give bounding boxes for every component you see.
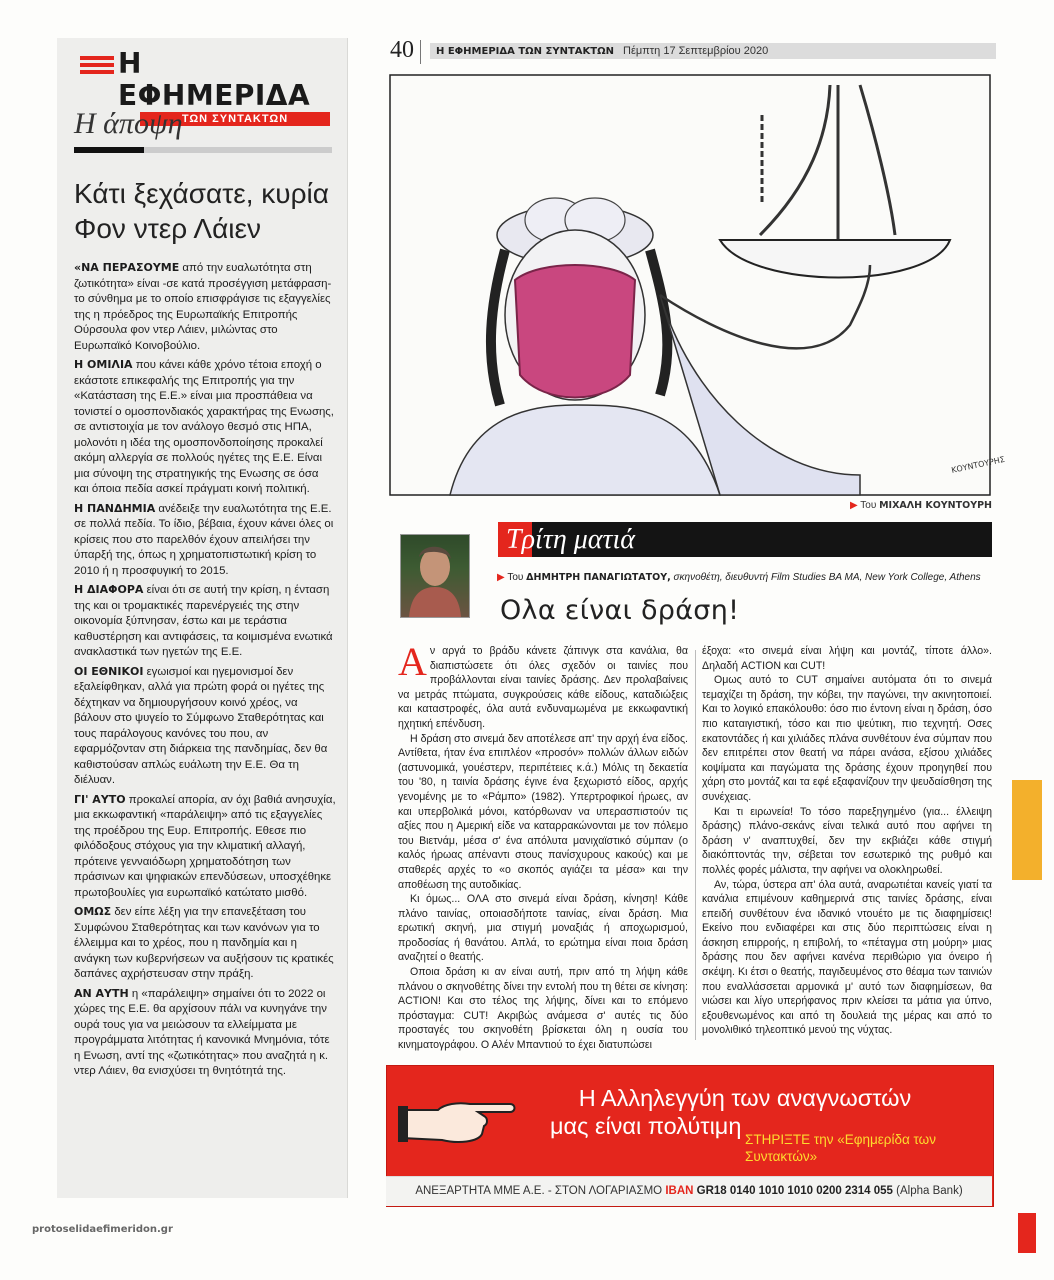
paragraph-text: προκαλεί απορία, αν όχι βαθιά ανησυχία, μια εκκωφαντική «παράλειψη» από τις εξαγγελίες της προέδρου της Ευρ. Επιτροπής. Εθεσε πιο φιλόδοξους στόχους για την κλιματική αλλαγή, πρότεινε γενναιόδωρη χρηματοδότηση των πράσινων και ψηφιακών επενδύσεων, υποσχέθηκε πρωτοβουλίες για ευρωπαϊκό κατώτατο μισθό. <box>74 793 336 899</box>
editorial-body <box>74 260 336 1083</box>
paragraph-lead: ΓΙ' ΑΥΤΟ <box>74 792 126 806</box>
face-mask <box>515 265 635 398</box>
source-site-credit: protoselidaefimeridon.gr <box>32 1224 173 1235</box>
column-divider <box>695 650 696 1040</box>
editorial-paragraph <box>74 260 336 354</box>
paragraph-lead: Η ΠΑΝΔΗΜΙΑ <box>74 501 156 515</box>
article-paragraph: Ομως αυτό το CUT σημαίνει αυτόματα ότι το σινεμά τεμαχίζει τη δράση, την κόβει, την παγώνει, την ακινητοποιεί. Και το λογικό επακόλουθο: όσο πιο έντονη είναι η δράση, όσο πιο καταιγιστική, τόσο και πιο ψεύτικη, πιο τεχνητή. Οσες εκατοντάδες ή και χιλιάδες πλάνα συνθέτουν ένα σύμπαν που δεν επιτρέπει στον θεατή να πάρει ανάσα, εξίσου χιλιάδες κοψίματα και παγώματα της δράσης έχουν προηγηθεί που χάρη στο μοντάζ και τα εφέ εξαφανίζουν την ψευδαίσθηση της συνέχειας. <box>702 674 992 803</box>
paragraph-lead: ΑΝ ΑΥΤΗ <box>74 986 129 1000</box>
byline-role: σκηνοθέτη, διευθυντή Film Studies BA MA, New York College, Athens <box>673 572 981 583</box>
iban-label: IBAN <box>665 1185 694 1197</box>
ad-iban-bar <box>386 1176 992 1206</box>
paragraph-lead: ΟΙ ΕΘΝΙΚΟΙ <box>74 664 144 678</box>
bank-name: (Alpha Bank) <box>896 1185 963 1197</box>
editorial-paragraph <box>74 792 336 902</box>
paragraph-text: εγωισμοί και ηγεμονισμοί δεν εξαλείφθηκαν, αλλά για πρώτη φορά οι ηγέτες της δέχτηκαν να δημιουργήσουν κοινό χρέος, να βάλουν στο ψυγείο το Σύμφωνο Σταθερότητας και τους παράλογους κανόνες του που, αν εφαρμόζονταν στη διάρκεια της πανδημίας, δεν θα καθιστούσαν απλώς ευάλωτη την Ε.Ε. Θα τη διέλυαν. <box>74 665 328 786</box>
editorial-title: Κάτι ξεχάσατε, κυρία Φον ντερ Λάιεν <box>74 178 329 244</box>
byline-name: ΔΗΜΗΤΡΗ ΠΑΝΑΓΙΩΤΑΤΟΥ, <box>526 572 671 583</box>
paragraph-text: ν αργά το βράδυ κάνετε ζάπινγκ στα κανάλια, θα διαπιστώσετε ότι όλες σχεδόν οι ταινίες που προβάλλονται είναι ταινίες δράσης. Δεν προλαβαίνεις να μετράς πτώματα, συγκρούσεις κάθε είδους, καταδιώξεις και καταστροφές, όλα αυτά ενδυναμωμένα με εκκωφαντική ηχητική επένδυση. <box>398 645 688 730</box>
header-date: Πέμπτη 17 Σεπτεμβρίου 2020 <box>623 45 769 57</box>
ad-bar-text: ΑΝΕΞΑΡΤΗΤΑ ΜΜΕ Α.Ε. - ΣΤΟΝ ΛΟΓΑΡΙΑΣΜΟ <box>415 1185 663 1197</box>
article-paragraph: έξοχα: «το σινεμά είναι λήψη και μοντάζ, τίποτε άλλο». Δηλαδή ACTION και CUT! <box>702 645 992 672</box>
byline-prefix: Του <box>507 572 524 583</box>
paragraph-text: η «παράλειψη» σημαίνει ότι το 2022 οι χώρες της Ε.Ε. θα αρχίσουν πάλι να κυνηγάνε την ουρά τους για να μειώσουν τα ελλείμματα με προγράμματα λιτότητας ή κανονικά Μνημόνια, τότε η Ενωση, αντί της «ζωτικότητας» που αναζητά η κ. ντερ Λάιεν, θα ενισχύσει τη θνητότητά της. <box>74 987 330 1077</box>
editorial-paragraph <box>74 357 336 498</box>
author-photo <box>400 534 470 618</box>
header-paper-name: Η ΕΦΗΜΕΡΙΔΑ ΤΩΝ ΣΥΝΤΑΚΤΩΝ <box>436 46 614 57</box>
article-paragraph: Η δράση στο σινεμά δεν αποτέλεσε απ' την αρχή ένα είδος. Αντίθετα, ήταν ένα επιπλέον «προσόν» πολλών άλλων ειδών (αστυνομικά, γουέστερν, περιπέτειες κ.ά.) Μόλις τη δεκαετία του '80, η ταινία δράσης έγινε ένα ξεχωριστό είδος, αρχής γενομένης με το «Ράμπο» (1982). Υπερτροφικοί ήρωες, αν και υπερβολικά μόνοι, κατόρθωναν να υπερασπιστούν τις αξίες που η Αμερική είδε να καταρρακώνονται με τον πόλεμο του Βιετνάμ, μέσα σ' ένα απόλυτα μανιχαϊστικό σύμπαν (ο καλός ήρωας απέναντι στους πανίσχυρους κακούς) και με σταθερές αρχές το «ο σκοπός αγιάζει τα μέσα» και την αποθέωση της αυτοδικίας. <box>398 732 688 891</box>
paragraph-text: από την ευαλωτότητα στη ζωτικότητα» είναι -σε κατά προσέγγιση μετάφραση- το σύνθημα με το οποίο επισφράγισε τις εξαγγελίες της η πρόεδρος της Ευρωπαϊκής Επιτροπής Ούρσουλα φον ντερ Λάιεν, μιλώντας στο Ευρωπαϊκό Κοινοβούλιο. <box>74 262 332 352</box>
article-column-1 <box>398 639 688 1053</box>
paragraph-lead: Η ΔΙΑΦΟΡΑ <box>74 583 144 596</box>
editorial-paragraph <box>74 582 336 661</box>
paragraph-text: που κάνει κάθε χρόνο τέτοια εποχή ο εκάστοτε επικεφαλής της Επιτροπής για την «Κατάσταση της Ε.Ε.» είναι μια προσπάθεια να τονιστεί ο ομοσπονδιακός χαρακτήρας της Ενωσης, σε αντιστοιχία με τον ανάλογο θεσμό στις ΗΠΑ, μολονότι η ιδέα της ομοσπονδοποίησης προκαλεί ακόμη αλλεργία σε πολλούς ηγέτες της Ε.Ε. Είναι μια σύνοψη της στρατηγικής της Ενωσης σε όσα και όποια πεδία ασκεί πράγματι κοινή πολιτική. <box>74 359 334 495</box>
editorial-paragraph <box>74 664 336 789</box>
page-side-strip <box>1018 1213 1036 1253</box>
ad-headline-line-2: μας είναι πολύτιμη <box>550 1113 742 1139</box>
cartoon-illustration <box>390 75 1006 495</box>
paragraph-text: δεν είπε λέξη για την επανεξέταση του Συμφώνου Σταθερότητας και των κανόνων για το έλλειμμα και το χρέος, που η πανδημία και η ανάγκη των κυβερνήσεων να αυξήσουν τις κρατικές δαπάνες αχρήστευσαν στην πράξη. <box>74 906 334 980</box>
credit-triangle-icon: ▶ <box>849 500 858 511</box>
column-label <box>506 522 635 557</box>
editorial-paragraph <box>74 501 336 580</box>
column-label-initial: Τ <box>506 524 522 555</box>
article-paragraph: Οποια δράση κι αν είναι αυτή, πριν από τη λήψη κάθε πλάνου ο σκηνοθέτης δίνει την εντολή που τη θέτει σε κίνηση: ACTION! Και στο τέλος της λήψης, δίνει και το επόμενο πρόσταγμα: CUT! Ακριβώς ανάμεσα σ' αυτές τις δύο προσταγές του σκηνοθέτη βρίσκεται όλη η ουσία του κινηματογράφου. Ο Αλέν Μπαντιού το έχει διατυπώσει <box>398 966 688 1052</box>
masthead-stripes <box>80 56 114 74</box>
cartoon-credit <box>820 500 992 511</box>
paragraph-lead: Η ΟΜΙΛΙΑ <box>74 358 133 371</box>
author-byline <box>497 572 992 583</box>
opinion-rule <box>74 147 332 153</box>
ad-headline-line-1: Η Αλληλεγγύη των αναγνωστών <box>578 1085 912 1111</box>
editorial-paragraph <box>74 986 336 1080</box>
article-column-2 <box>702 644 992 1038</box>
masthead-subname: ΤΩΝ ΣΥΝΤΑΚΤΩΝ <box>140 112 330 126</box>
article-paragraph: Αν, τώρα, ύστερα απ' όλα αυτά, αναρωτιέται κανείς γιατί τα κανάλια επιμένουν καθημερινά στις ταινίες δράσης, είναι επειδή συνθέτουν ένα ιδανικό ντουέτο με τις διαφημίσεις! Εκείνο που ενδιαφέρει και στις δύο περιπτώσεις είναι η άσκηση επιρροής, η επιβολή, το «πέταγμα στη μούρη» μιας δράσης που δεν αφήνει κανένα περιθώριο για όνειρο ή σκέψη. Κι έτσι ο θεατής, παγιδευμένος στο θέαμα των ταινιών που εναλλάσσεται αρμονικά μ' αυτό των διαφημίσεων, θα νιώσει και λίγο υπερήφανος πριν κλείσει τα μάτια για ύπνο, εξουθενωμένος και από τη δουλειά της μέρας και από το μονολιθικό τηλεοπτικό μενού της νύχτας. <box>702 878 992 1037</box>
opinion-section-label: Η άποψη <box>74 107 183 140</box>
article-paragraph: Κι όμως... ΟΛΑ στο σινεμά είναι δράση, κίνηση! Κάθε πλάνο ταινίας, οποιασδήποτε ταινίας, είναι δράση. Μια ερωτική σκηνή, μια στιγμή μοναξιάς ή αποχωρισμού, προδοσίας ή θανάτου. Απλά, το ερώτημα είναι ποια δράση αναζητεί ο θεατής. <box>398 893 688 964</box>
credit-prefix: Του <box>860 500 877 511</box>
running-header <box>430 43 996 59</box>
page-number: 40 <box>390 37 414 63</box>
paragraph-text: είναι ότι σε αυτή την κρίση, η ένταση της και οι τρομακτικές παρενέργειές της στην οικονομία ξύπνησαν, έστω και με τεράστια καθυστέρηση και αντιφάσεις, τα κοιμισμένα ενωτικά ανακλαστικά των ηγετών της Ε.Ε. <box>74 584 333 658</box>
credit-name: ΜΙΧΑΛΗ ΚΟΥΝΤΟΥΡΗ <box>879 500 992 511</box>
article-paragraph: Και τι ειρωνεία! Το τόσο παρεξηγημένο (για... έλλειψη δράσης) πλάνο-σεκάνς είναι τελικά αυτό που αφήνει τη δράση ν' αναπτυχθεί, δεν την εκβιάζει κάθε στιγμή διακόπτοντάς την, σέβεται τον εσωτερικό της ρυθμό και πολλές φορές μάλιστα, την αφήνει να ολοκληρωθεί. <box>702 805 992 876</box>
page-side-tab <box>1012 780 1042 880</box>
justice-mask-cartoon <box>390 75 1006 495</box>
byline-triangle-icon: ▶ <box>497 572 505 583</box>
editorial-paragraph <box>74 904 336 983</box>
iban-number: GR18 0140 1010 1010 0200 2314 055 <box>696 1185 893 1197</box>
drop-cap: Α <box>398 639 427 684</box>
column-label-rest: ρίτη ματιά <box>521 524 635 555</box>
paragraph-lead: ΟΜΩΣ <box>74 905 112 918</box>
masthead-name: Η ΕΦΗΜΕΡΙΔΑ <box>118 47 311 112</box>
header-divider <box>420 40 421 64</box>
paragraph-text: ανέδειξε την ευαλωτότητα της Ε.Ε. σε πολλά πεδία. Το ίδιο, βέβαια, έχουν κάνει όλες οι κρίσεις που στο παρελθόν έχουν απειλήσει την ύπαρξή της, όπως η χρηματοπιστωτική κρίση το 2010 ή η προσφυγική το 2015. <box>74 502 334 577</box>
paragraph-lead: «ΝΑ ΠΕΡΑΣΟΥΜΕ <box>74 261 180 274</box>
ad-call-to-action: ΣΤΗΡΙΞΤΕ την «Εφημερίδα των Συντακτών» <box>745 1132 936 1164</box>
cartoonist-signature: ΚΟΥΝΤΟΥΡΗΣ <box>950 454 1006 475</box>
article-title: Ολα είναι δράση! <box>500 595 740 626</box>
pointing-hand-icon <box>398 1090 518 1150</box>
article-paragraph <box>398 639 688 732</box>
